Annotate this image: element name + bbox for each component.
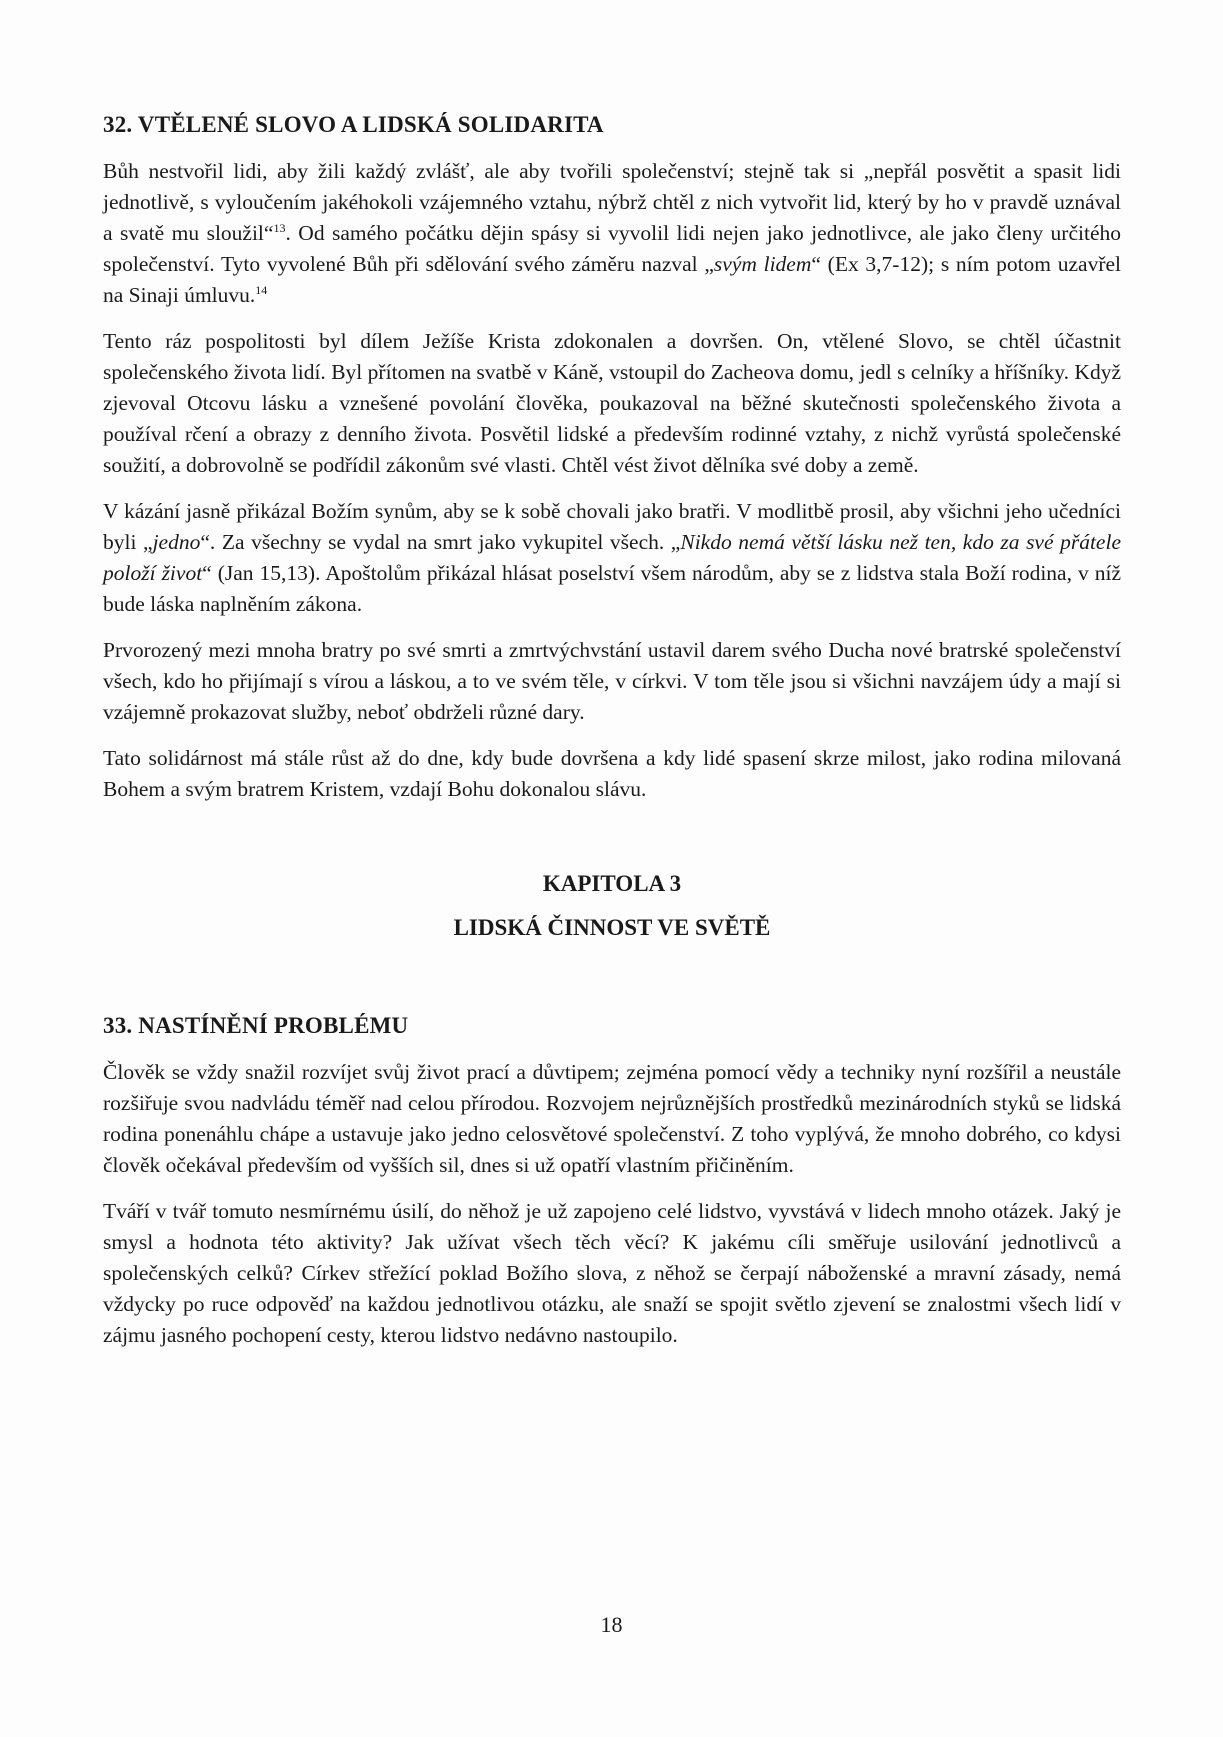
text-run: Bůh nestvořil lidi, aby žili každý zvlášť, ale aby tvořili společenství; stejně tak si „nepřál posvětit a spasit lidi jednotlivě, s vyloučením jakéhokoli vzájemného vztahu, nýbrž chtěl z nich vytvořit lid, který by ho v pravdě uznával a svatě mu sloužil“ <box>103 159 1121 245</box>
page-content <box>103 112 1121 1366</box>
italic-quote: Nikdo nemá větší lásku než ten, kdo za své přátele položí život <box>103 530 1121 585</box>
section-32-paragraph-5: Tato solidárnost má stále růst až do dne, kdy bude dovršena a kdy lidé spasení skrze milost, jako rodina milovaná Bohem a svým bratrem Kristem, vzdají Bohu dokonalou slávu. <box>103 746 1121 801</box>
section-32-paragraph-1 <box>103 156 1121 311</box>
section-32-paragraph-2: Tento ráz pospolitosti byl dílem Ježíše Krista zdokonalen a dovršen. On, vtělené Slovo, se chtěl účastnit společenského života lidí. Byl přítomen na svatbě v Káně, vstoupil do Zacheova domu, jedl s celníky a hříšníky. Když zjevoval Otcovu lásku a vznešené povolání člověka, poukazoval na běžné skutečnosti společenského života a používal rčení a obrazy z denního života. Posvětil lidské a především rodinné vztahy, z nichž vyrůstá společenské soužití, a dobrovolně se podřídil zákonům své vlasti. Chtěl vést život dělníka své doby a země. <box>103 329 1121 477</box>
text-run: V kázání jasně přikázal Božím synům, aby se k sobě chovali jako bratři. V modlitbě prosil, aby všichni jeho učedníci byli „ <box>103 499 1121 554</box>
section-32-paragraph-4: Prvorozený mezi mnoha bratry po své smrti a zmrtvýchvstání ustavil darem svého Ducha nové bratrské společenství všech, kdo ho přijímají s vírou a láskou, a to ve svém těle, v církvi. V tom těle jsou si všichni navzájem údy a mají si vzájemně prokazovat služby, neboť obdrželi různé dary. <box>103 638 1121 724</box>
text-run: “ (Ex 3,7-12); s ním potom uzavřel na Sinaji úmluvu. <box>103 252 1122 307</box>
section-33-heading: 33. NASTÍNĚNÍ PROBLÉMU <box>103 1013 409 1038</box>
text-run: . Od samého počátku dějin spásy si vyvolil lidi nejen jako jednotlivce, ale jako členy určitého společenství. Tyto vyvolené Bůh při sdělování svého záměru nazval „ <box>103 221 1121 276</box>
section-33-paragraph-2: Tváří v tvář tomuto nesmírnému úsilí, do něhož je už zapojeno celé lidstvo, vyvstává v lidech mnoho otázek. Jaký je smysl a hodnota této aktivity? Jak užívat všech těch věcí? K jakému cíli směřuje usilování jednotlivců a společenských celků? Církev střežící poklad Božího slova, z něhož se čerpají náboženské a mravní zásady, nemá vždycky po ruce odpověď na každou jednotlivou otázku, ale snaží se spojit světlo zjevení se znalostmi všech lidí v zájmu jasného pochopení cesty, kterou lidstvo nedávno nastoupilo. <box>103 1199 1121 1347</box>
text-run: “ (Jan 15,13). Apoštolům přikázal hlásat poselství všem národům, aby se z lidstva stala Boží rodina, v níž bude láska naplněním zákona. <box>103 561 1121 616</box>
page-number: 18 <box>600 1612 623 1637</box>
footnote-ref-13: 13 <box>273 220 286 235</box>
italic-text: jedno <box>152 530 201 554</box>
section-32-paragraph-3 <box>103 496 1121 620</box>
chapter-title: LIDSKÁ ČINNOST VE SVĚTĚ <box>453 915 771 940</box>
section-32-heading: 32. VTĚLENÉ SLOVO A LIDSKÁ SOLIDARITA <box>103 112 604 137</box>
text-run: “. Za všechny se vydal na smrt jako vykupitel všech. „ <box>200 530 681 554</box>
section-33-paragraph-1: Člověk se vždy snažil rozvíjet svůj život prací a důvtipem; zejména pomocí vědy a techniky nyní rozšířil a neustále rozšiřuje svou nadvládu téměř nad celou přírodou. Rozvojem nejrůznějších prostředků mezinárodních styků se lidská rodina ponenáhlu chápe a ustavuje jako jedno celosvětové společenství. Z toho vyplývá, že mnoho dobrého, co kdysi člověk očekával především od vyšších sil, dnes si už opatří vlastním přičiněním. <box>103 1060 1121 1177</box>
footnote-ref-14: 14 <box>255 282 268 297</box>
chapter-number: KAPITOLA 3 <box>542 871 682 896</box>
italic-text: svým lidem <box>713 252 812 276</box>
